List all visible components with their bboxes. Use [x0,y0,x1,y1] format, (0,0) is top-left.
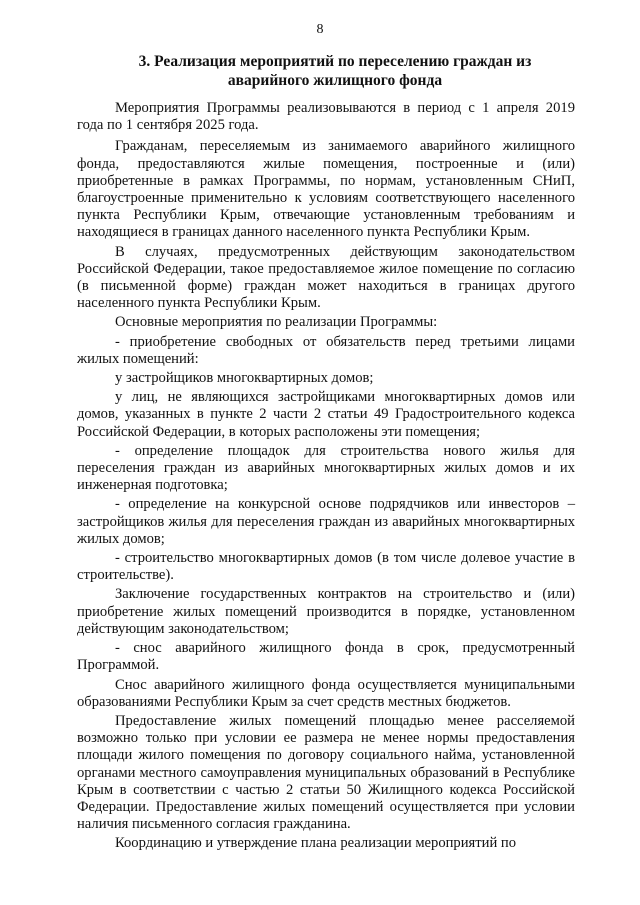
section-heading: 3. Реализация мероприятий по переселению граждан из аварийного жилищного фонда [138,53,532,89]
paragraph-demolition-funding: Снос аварийного жилищного фонда осуществляется муниципальными образованиями Республики Крым за счет средств местных бюджетов. [77,676,575,710]
list-item-contractor-selection: - определение на конкурсной основе подрядчиков или инвесторов – застройщиков жилья для переселения граждан из аварийных многоквартирных жилых домов; [77,496,575,547]
paragraph-program-period: Мероприятия Программы реализовываются в период с 1 апреля 2019 года по 1 сентября 2025 года. [77,100,575,134]
list-item-site-selection: - определение площадок для строительства нового жилья для переселения граждан из аварийных многоквартирных жилых домов и их инженерная подготовка; [77,442,575,494]
list-item-construction: - строительство многоквартирных домов (в том числе долевое участие в строительстве). [77,550,575,584]
paragraph-state-contracts: Заключение государственных контрактов на строительство и (или) приобретение жилых помещений производится в порядке, установленном действующим законодательством; [77,586,575,637]
list-item-purchase: - приобретение свободных от обязательств перед третьими лицами жилых помещений: [77,333,575,367]
paragraph-coordination: Координацию и утверждение плана реализации мероприятий по [115,835,517,852]
page-number: 8 [316,22,324,37]
paragraph-other-settlement: В случаях, предусмотренных действующим законодательством Российской Федерации, такое предоставляемое жилое помещение по согласию (в письменной форме) граждан может находиться в границах другого населенного пункта Республики Крым. [77,243,575,312]
paragraph-housing-provision: Гражданам, переселяемым из занимаемого аварийного жилищного фонда, предоставляются жилые помещения, построенные и (или) приобретенные в рамках Программы, по нормам, установленным СНиП, благоустроенные применительно к условиям соответствующего населенного пункта Республики Крым, отвечающие установленным требованиям и находящиеся в границах данного населенного пункта Республики Крым. [77,138,575,241]
body-text [77,100,575,855]
list-item-demolition: - снос аварийного жилищного фонда в срок, предусмотренный Программой. [77,640,575,674]
list-item-developers: у застройщиков многоквартирных домов; [115,370,374,387]
paragraph-smaller-housing: Предоставление жилых помещений площадью менее расселяемой возможно только при условии ее размера не менее нормы предоставления площади жилого помещения по договору социального найма, установленной органами местного самоуправления муниципальных образований в Республике Крым в соответствии с частью 2 статьи 50 Жилищного кодекса Российской Федерации. Предоставление жилых помещений осуществляется при условии наличия письменного согласия гражданина. [77,712,575,833]
paragraph-main-measures-intro: Основные мероприятия по реализации Программы: [115,314,438,331]
list-item-non-developers: у лиц, не являющихся застройщиками многоквартирных домов или домов, указанных в пункте 2 части 2 статьи 49 Градостроительного кодекса Российской Федерации, в которых расположены эти помещения; [77,389,575,440]
